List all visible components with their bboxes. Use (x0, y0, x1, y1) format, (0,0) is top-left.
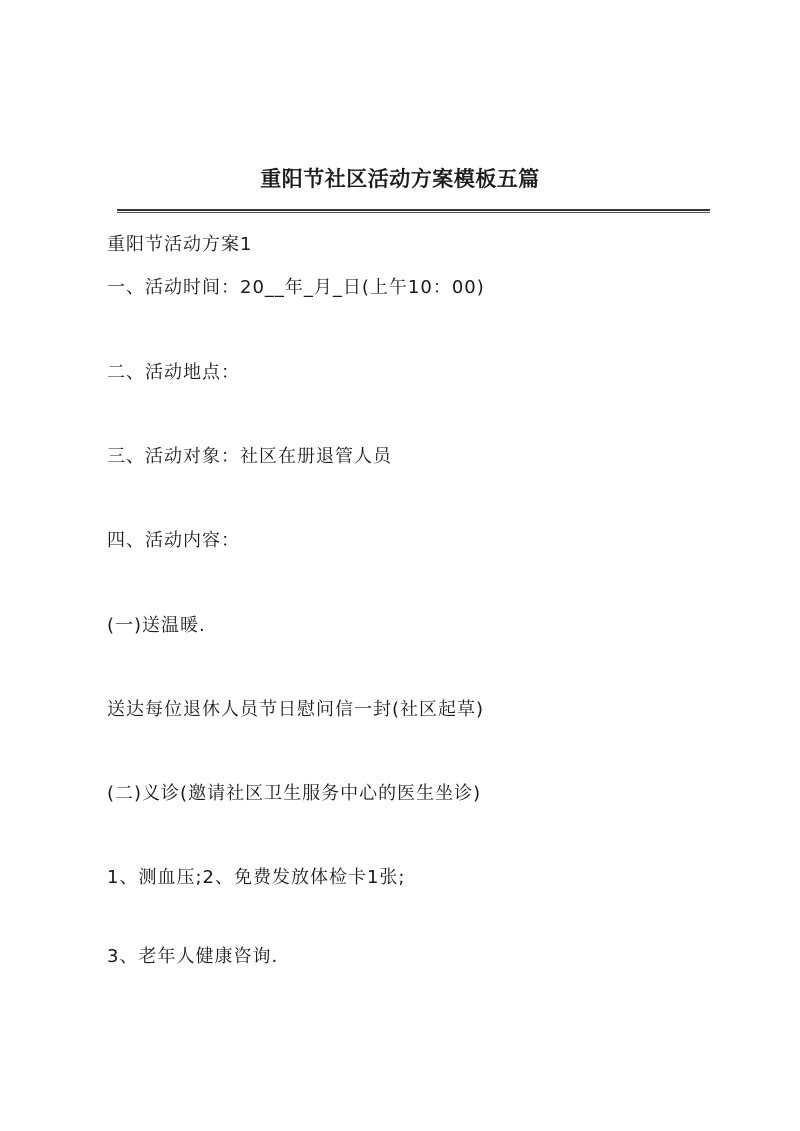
activity-time: 一、活动时间：20__年_月_日(上午10：00) (107, 277, 485, 298)
document-title: 重阳节社区活动方案模板五篇 (260, 166, 540, 191)
content-item-2-detail: 1、测血压;2、免费发放体检卡1张; (107, 867, 406, 888)
content-item-1-detail: 送达每位退休人员节日慰问信一封(社区起草) (107, 699, 485, 720)
content-item-1: (一)送温暖. (107, 615, 206, 636)
content-item-2: (二)义诊(邀请社区卫生服务中心的医生坐诊) (107, 783, 482, 804)
title-divider (117, 209, 710, 213)
activity-content-heading: 四、活动内容： (107, 530, 240, 551)
section-heading: 重阳节活动方案1 (107, 234, 253, 255)
content-item-2-detail-2: 3、老年人健康咨询. (107, 946, 279, 967)
activity-target: 三、活动对象：社区在册退管人员 (107, 446, 392, 467)
activity-location: 二、活动地点： (107, 362, 240, 383)
